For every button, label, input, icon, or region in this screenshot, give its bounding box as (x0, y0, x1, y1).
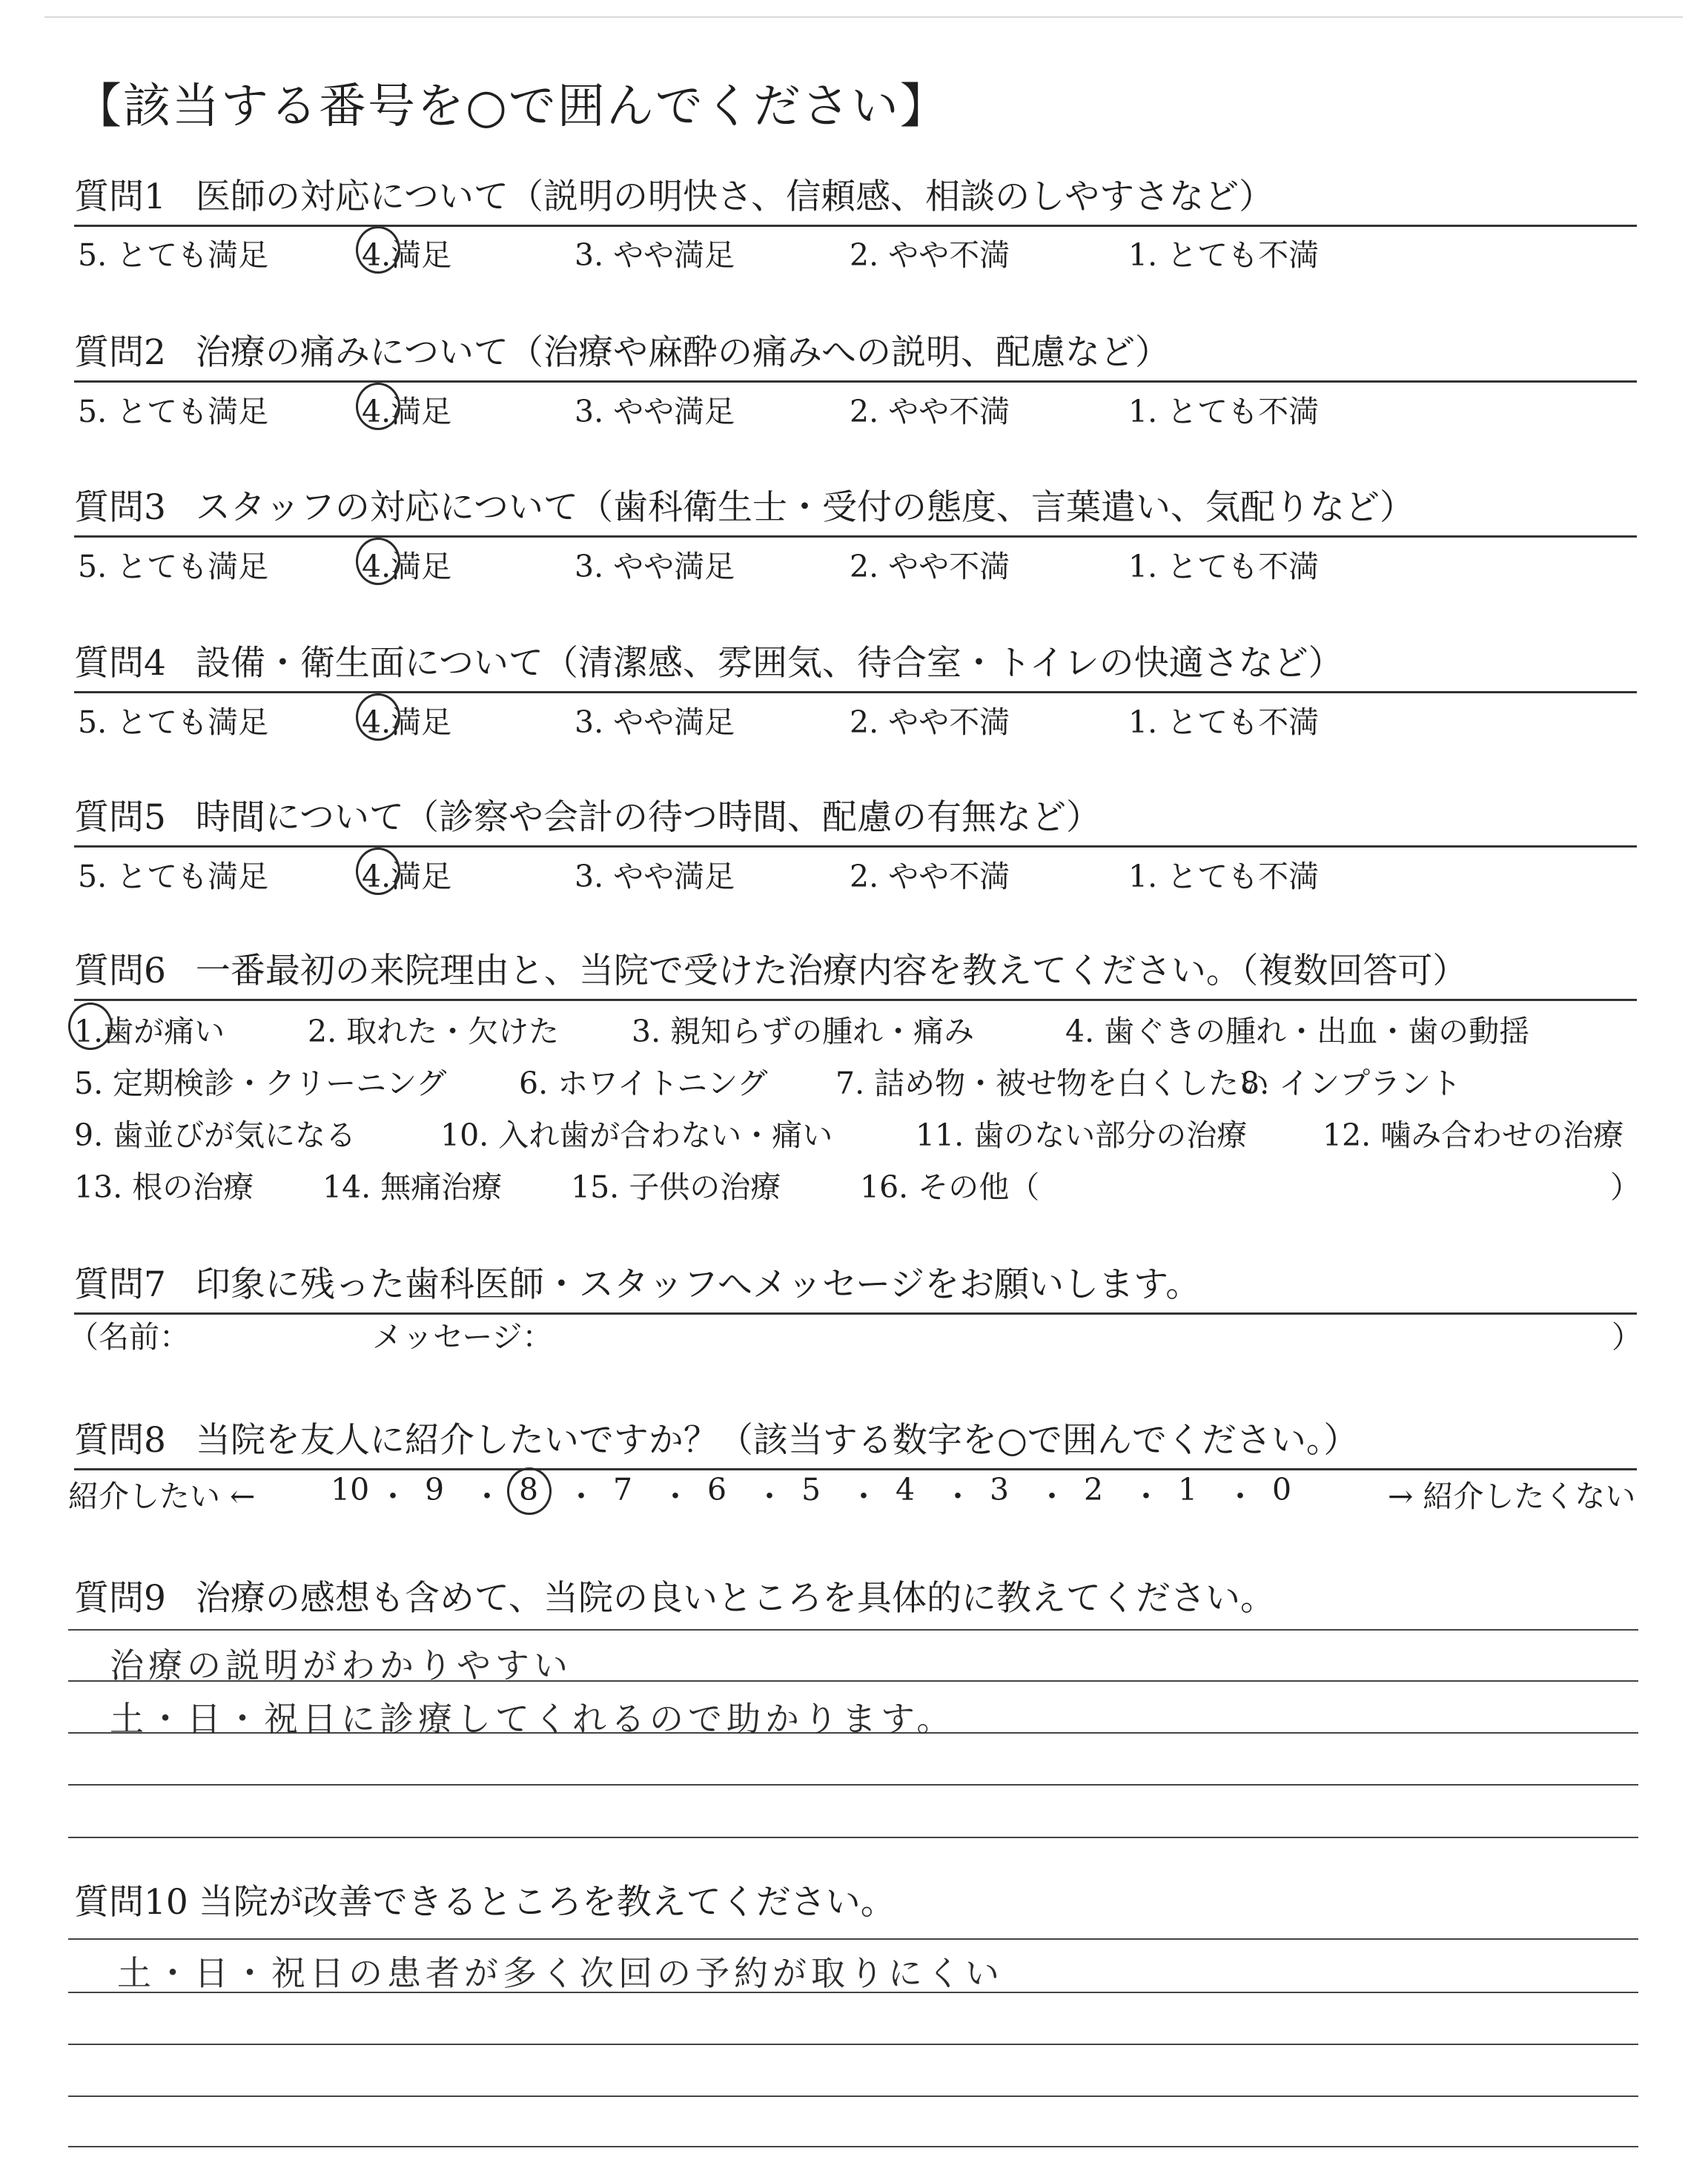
scale-separator: ・ (566, 1479, 597, 1514)
message-label: メッセージ： (372, 1319, 553, 1355)
scale-separator: ・ (471, 1479, 503, 1514)
rating-option-4-selected[interactable]: 4.満足 (362, 698, 451, 742)
reason-option-4[interactable]: 4. 歯ぐきの腫れ・出血・歯の動揺 (1065, 1014, 1530, 1049)
rating-option-2[interactable]: 2. やや不満 (850, 394, 1010, 429)
reason-option-2[interactable]: 2. 取れた・欠けた (308, 1014, 560, 1049)
reason-option-14[interactable]: 14. 無痛治療 (322, 1169, 503, 1205)
handwritten-answer: 土・日・祝日の患者が多く次回の予約が取りにくい (117, 1953, 1004, 1993)
reason-option-15[interactable]: 15. 子供の治療 (571, 1169, 781, 1205)
rating-option-5[interactable]: 5. とても満足 (78, 549, 269, 584)
question-number: 質問1 (74, 176, 166, 217)
reason-option-16-other[interactable]: 16. その他（ (860, 1169, 1040, 1205)
question-text: スタッフの対応について（歯科衛生士・受付の態度、言葉遣い、気配りなど） (195, 487, 1414, 528)
question-text: 一番最初の来院理由と、当院で受けた治療内容を教えてください。（複数回答可） (195, 951, 1468, 991)
scale-left-label: 紹介したい ← (68, 1479, 256, 1514)
scale-separator: ・ (1131, 1479, 1162, 1514)
scale-value-8-selected[interactable]: 8 (519, 1472, 539, 1507)
answer-rule (68, 2044, 1638, 2045)
message-close-paren: ） (1612, 1319, 1642, 1355)
scale-value-2[interactable]: 2 (1084, 1472, 1104, 1507)
question-number: 質問2 (74, 332, 166, 373)
answer-rule (68, 1837, 1638, 1838)
scale-value-7[interactable]: 7 (613, 1472, 633, 1507)
answer-rule (68, 1784, 1638, 1786)
question-2-title (74, 325, 1637, 383)
reason-option-7[interactable]: 7. 詰め物・被せ物を白くしたい (835, 1066, 1270, 1101)
question-9-title (74, 1571, 1637, 1626)
rating-option-3[interactable]: 3. やや満足 (575, 394, 735, 429)
rating-option-2[interactable]: 2. やや不満 (850, 549, 1010, 584)
question-number: 質問6 (74, 951, 166, 991)
question-text: 時間について（診察や会計の待つ時間、配慮の有無など） (195, 797, 1101, 838)
scale-value-5[interactable]: 5 (801, 1472, 821, 1507)
question-4-title (74, 635, 1637, 693)
rating-option-3[interactable]: 3. やや満足 (575, 549, 735, 584)
rating-option-5[interactable]: 5. とても満足 (78, 859, 269, 894)
scale-separator: ・ (942, 1479, 973, 1514)
scale-separator: ・ (754, 1479, 785, 1514)
question-7-title (74, 1257, 1637, 1315)
reason-option-5[interactable]: 5. 定期検診・クリーニング (74, 1066, 447, 1101)
question-6-title (74, 943, 1637, 1001)
recommend-scale (68, 1472, 1640, 1516)
question-text: 医師の対応について（説明の明快さ、信頼感、相談のしやすさなど） (195, 176, 1274, 217)
rating-option-1[interactable]: 1. とても不満 (1128, 704, 1320, 740)
question-number: 質問8 (74, 1420, 166, 1461)
question-number: 質問5 (74, 797, 166, 838)
rating-option-4-selected[interactable]: 4.満足 (362, 387, 451, 431)
rating-option-5[interactable]: 5. とても満足 (78, 394, 269, 429)
rating-option-4-selected[interactable]: 4.満足 (362, 542, 451, 586)
question-text: 設備・衛生面について（清潔感、雰囲気、待合室・トイレの快適さなど） (195, 643, 1343, 684)
reason-option-8[interactable]: 8. インプラント (1240, 1066, 1462, 1101)
handwritten-answer: 治療の説明がわかりやすい (110, 1645, 572, 1685)
rating-option-5[interactable]: 5. とても満足 (78, 237, 269, 273)
question-text: 治療の感想も含めて、当院の良いところを具体的に教えてください。 (195, 1578, 1275, 1619)
question-3-title (74, 480, 1637, 538)
question-8-title (74, 1413, 1637, 1470)
scale-value-9[interactable]: 9 (425, 1472, 445, 1507)
question-text: 当院が改善できるところを教えてください。 (198, 1882, 896, 1923)
rating-option-2[interactable]: 2. やや不満 (850, 704, 1010, 740)
other-close-paren: ） (1610, 1169, 1641, 1205)
rating-option-3[interactable]: 3. やや満足 (575, 237, 735, 273)
name-label: （名前： (68, 1319, 190, 1355)
question-number: 質問7 (74, 1264, 166, 1305)
reason-option-13[interactable]: 13. 根の治療 (74, 1169, 254, 1205)
rating-option-2[interactable]: 2. やや不満 (850, 859, 1010, 894)
question-number: 質問4 (74, 643, 166, 684)
question-1-title (74, 169, 1637, 227)
scale-separator: ・ (1225, 1479, 1256, 1514)
instruction-header: 【該当する番号を○で囲んでください】 (74, 79, 949, 134)
scale-separator: ・ (1036, 1479, 1068, 1514)
reason-option-12[interactable]: 12. 噛み合わせの治療 (1323, 1117, 1624, 1153)
rating-option-1[interactable]: 1. とても不満 (1128, 549, 1320, 584)
rating-option-3[interactable]: 3. やや満足 (575, 859, 735, 894)
question-text: 印象に残った歯科医師・スタッフへメッセージをお願いします。 (195, 1264, 1201, 1305)
question-10-title (74, 1875, 1637, 1930)
rating-option-5[interactable]: 5. とても満足 (78, 704, 269, 740)
answer-rule (68, 2146, 1638, 2147)
scale-value-10[interactable]: 10 (331, 1472, 370, 1507)
answer-rule (68, 1938, 1638, 1940)
scale-value-0[interactable]: 0 (1272, 1472, 1292, 1507)
rating-option-2[interactable]: 2. やや不満 (850, 237, 1010, 273)
rating-option-3[interactable]: 3. やや満足 (575, 704, 735, 740)
reason-option-3[interactable]: 3. 親知らずの腫れ・痛み (632, 1014, 975, 1049)
reason-option-11[interactable]: 11. 歯のない部分の治療 (916, 1117, 1248, 1153)
reason-option-10[interactable]: 10. 入れ歯が合わない・痛い (440, 1117, 833, 1153)
scale-separator: ・ (377, 1479, 408, 1514)
handwritten-answer: 土・日・祝日に診療してくれるので助かります。 (110, 1699, 956, 1739)
question-number: 質問3 (74, 487, 166, 528)
rating-option-1[interactable]: 1. とても不満 (1128, 237, 1320, 273)
scale-right-label: → 紹介したくない (1388, 1479, 1636, 1514)
scale-value-1[interactable]: 1 (1178, 1472, 1198, 1507)
scale-value-3[interactable]: 3 (990, 1472, 1010, 1507)
rating-option-1[interactable]: 1. とても不満 (1128, 394, 1320, 429)
question-number: 質問9 (74, 1578, 166, 1619)
question-text: 治療の痛みについて（治療や麻酔の痛みへの説明、配慮など） (195, 332, 1171, 373)
answer-rule (68, 2095, 1638, 2097)
scale-value-4[interactable]: 4 (896, 1472, 916, 1507)
rating-option-1[interactable]: 1. とても不満 (1128, 859, 1320, 894)
scale-separator: ・ (848, 1479, 879, 1514)
rating-option-4-selected[interactable]: 4.満足 (362, 852, 451, 896)
reason-option-1-selected[interactable]: 1.歯が痛い (74, 1007, 225, 1051)
scale-separator: ・ (660, 1479, 691, 1514)
answer-rule (68, 1629, 1638, 1631)
scale-value-6[interactable]: 6 (707, 1472, 727, 1507)
reason-option-9[interactable]: 9. 歯並びが気になる (74, 1117, 357, 1153)
question-text: 当院を友人に紹介したいですか？（該当する数字を○で囲んでください。） (195, 1420, 1359, 1461)
scan-edge (44, 16, 1683, 18)
question-5-title (74, 790, 1637, 848)
reason-option-6[interactable]: 6. ホワイトニング (519, 1066, 768, 1101)
question-number: 質問10 (74, 1882, 188, 1923)
rating-option-4-selected[interactable]: 4.満足 (362, 231, 451, 274)
